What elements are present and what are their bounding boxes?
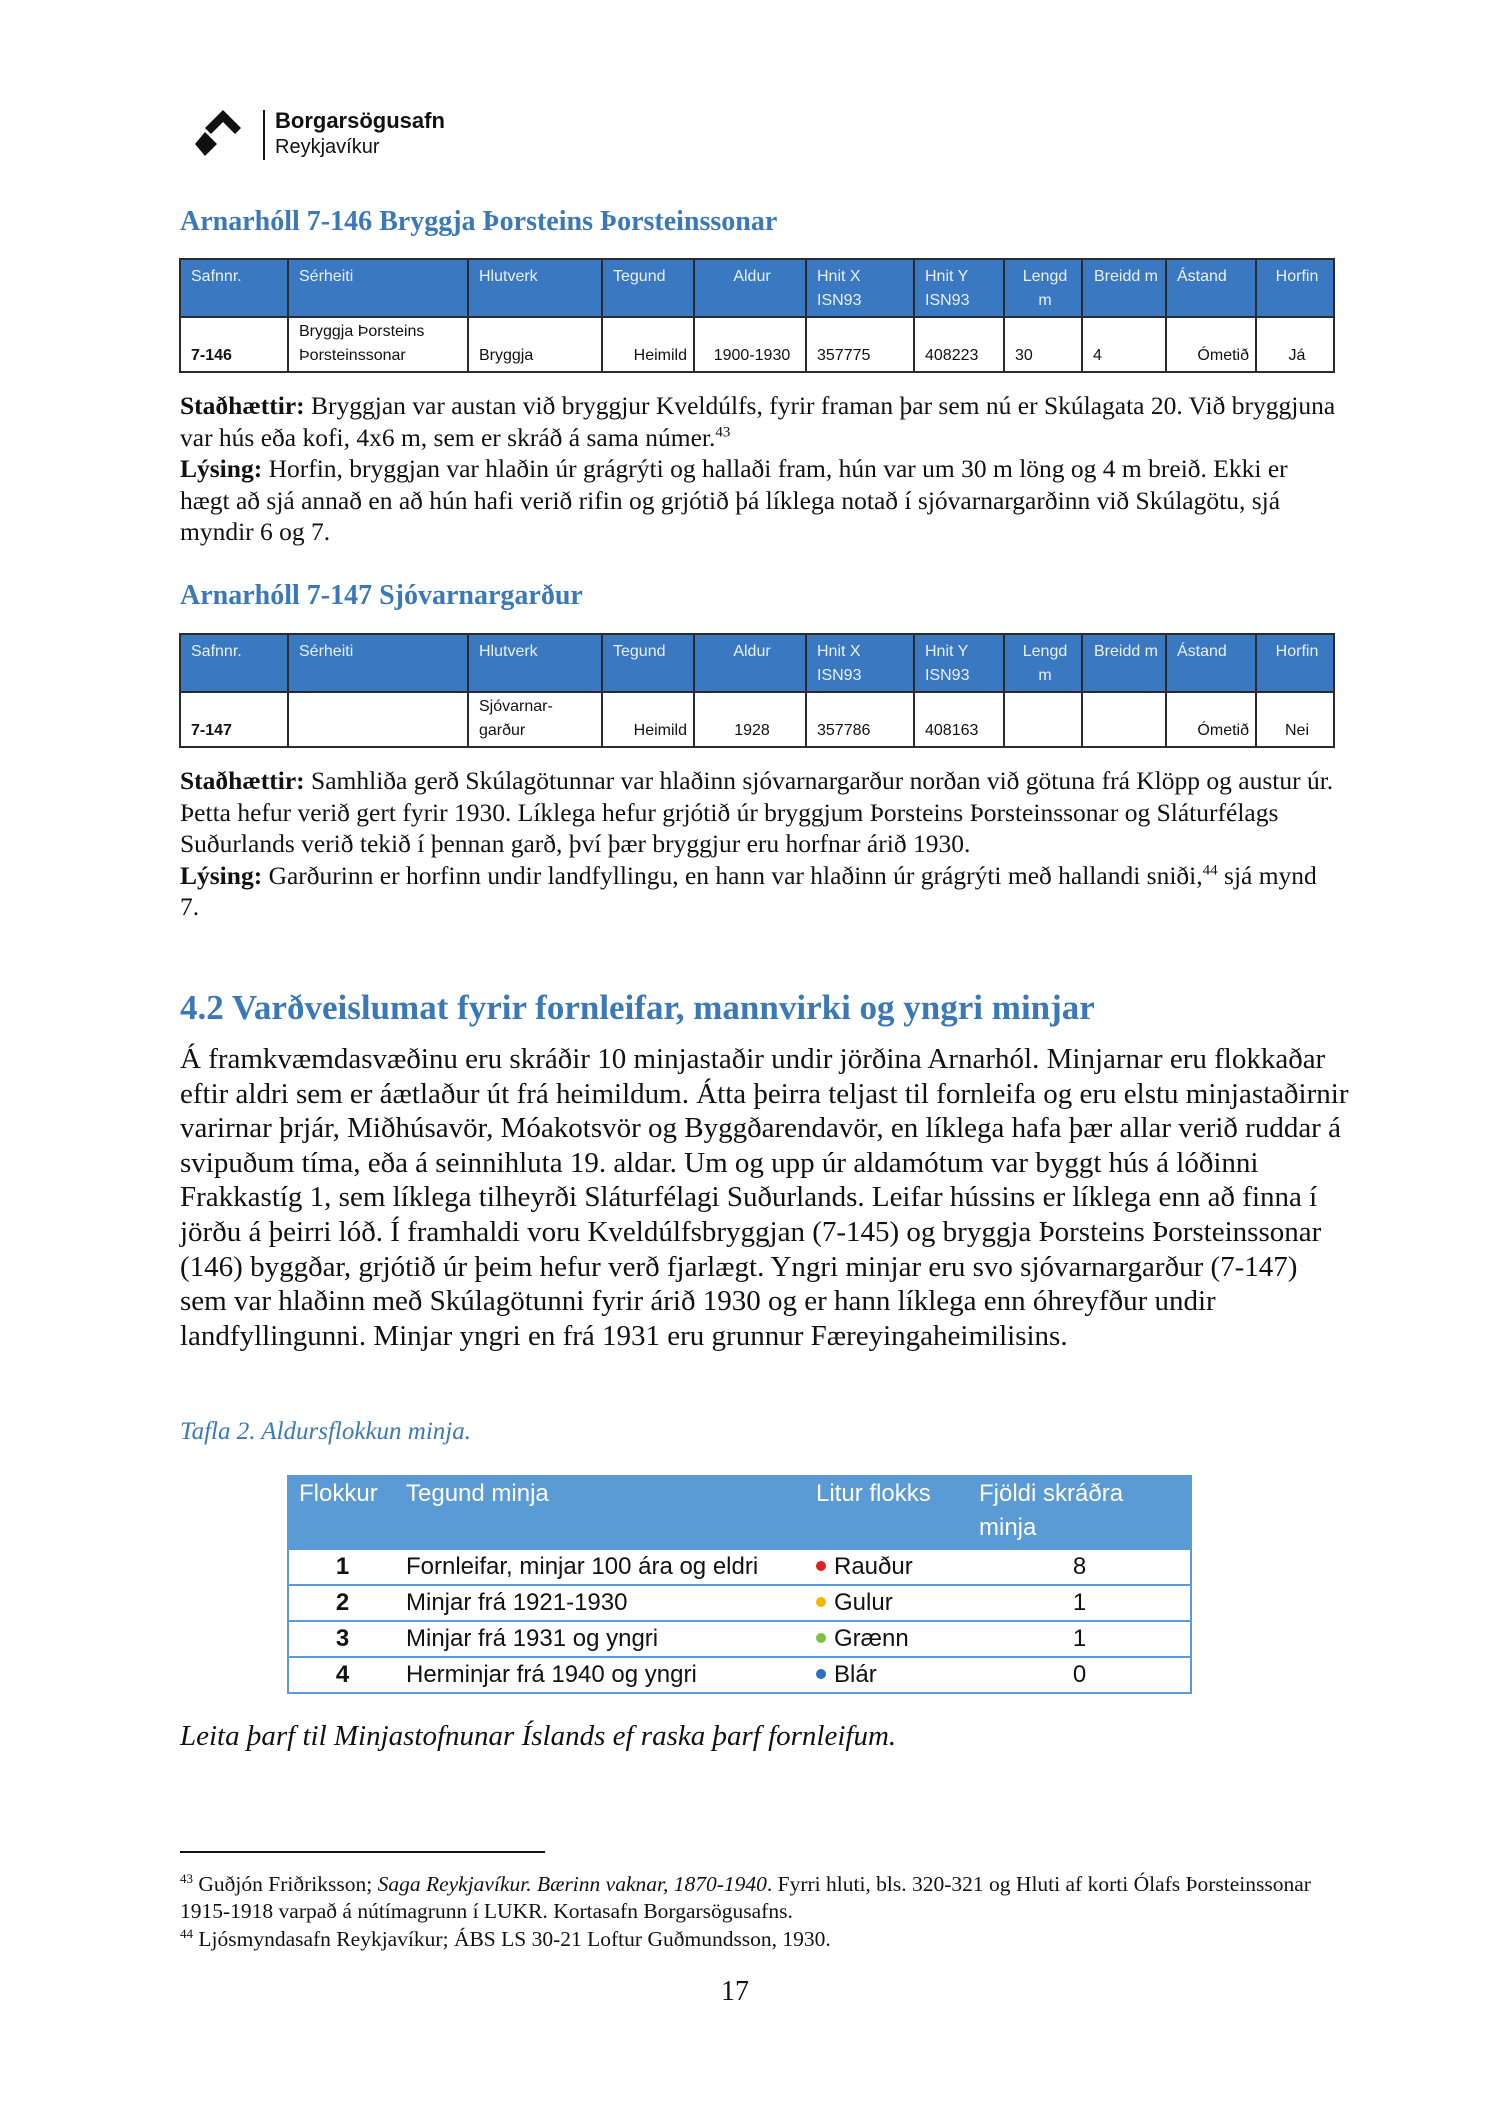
cell-flokkur: 3 [288,1621,396,1657]
col-header: Fjöldi skráðra minja [969,1475,1191,1549]
footnote-divider [180,1851,545,1853]
footnote-number: 44 [180,1925,193,1941]
footnote-ref-44: 44 [1202,862,1218,879]
cell-lengd [1004,692,1082,747]
col-header: Lengd m [1004,259,1082,317]
cell-horfin: Já [1256,317,1334,372]
green-dot-icon [816,1633,826,1643]
cell-aldur: 1928 [694,692,806,747]
section-4-2-body: Á framkvæmdasvæðinu eru skráðir 10 minjastaðir undir jörðina Arnarhól. Minjarnar eru flokkaðar eftir aldri sem er áætlaður út frá heimildum. Átta þeirra teljast til fornleifa og eru elstu minjastaðirnir varirnar þrjár, Miðhúsavör, Móakotsvör og Byggðarendavör, en líklega hafa þær allar verið ruddar á svipuðum tíma, eða á seinnihluta 19. aldar. Um og upp úr aldamótum var byggt hús á lóðinni Frakkastíg 1, sem líklega tilheyrði Sláturfélagi Suðurlands. Leifar hússins er líklega enn að finna í jörðu á þeirri lóð. Í framhaldi voru Kveldúlfsbryggjan (7-145) og bryggja Þorsteins Þorsteinssonar (146) byggðar, grjótið úr þeim hefur verð fjarlægt. Yngri minjar eru svo sjóvarnargarður (7-147) sem var hlaðinn með Skúlagötunni fyrir árið 1930 og er hann líklega enn óhreyfður undir landfyllingunni. Minjar yngri en frá 1931 eru grunnur Færeyingaheimilisins. [180,1043,1349,1352]
section-heading-4-2: 4.2 Varðveislumat fyrir fornleifar, mannvirki og yngri minjar [180,988,1095,1027]
museum-logo [195,104,495,164]
cell-fjoldi: 0 [969,1657,1191,1693]
col-header: Aldur [694,259,806,317]
col-header: Tegund [602,259,694,317]
text-stadhaettir: Bryggjan var austan við bryggjur Kveldúlfs, fyrir framan þar sem nú er Skúlagata 20. Við bryggjuna var hús eða kofi, 4x6 m, sem er skráð á sama númer. [180,391,1336,452]
label-stadhaettir: Staðhættir: [180,766,305,795]
footnote-text: Ljósmyndasafn Reykjavíkur; ÁBS LS 30-21 Loftur Guðmundsson, 1930. [198,1927,831,1951]
cell-serheiti [288,692,468,747]
logo-chevron-icon [195,110,255,160]
col-header: Safnnr. [180,634,288,692]
col-header: Flokkur [288,1475,396,1549]
col-header: Sérheiti [288,259,468,317]
footnote-text: . Fyrri hluti, bls. 320-321 og Hluti af korti Ólafs Þorsteinssonar 1915-1918 varpað á nútímagrunn í LUKR. Kortasafn Borgarsögusafns. [180,1872,1311,1923]
col-header: Sérheiti [288,634,468,692]
col-header: Tegund [602,634,694,692]
footnote-43 [180,1871,1340,1925]
closing-note: Leita þarf til Minjastofnunar Íslands ef raska þarf fornleifum. [180,1720,897,1752]
label-lysing: Lýsing: [180,454,263,484]
col-header: Hnit X ISN93 [806,259,914,317]
table-row [288,1585,1191,1621]
cell-litur [806,1585,969,1621]
table-row [180,692,1334,747]
col-header: Horfin [1256,259,1334,317]
color-label: Grænn [834,1625,909,1652]
footnote-number: 43 [180,1870,193,1886]
cell-lengd: 30 [1004,317,1082,372]
table-header-row [180,634,1334,692]
col-header: Aldur [694,634,806,692]
cell-hnit-x: 357775 [806,317,914,372]
col-header: Hnit Y ISN93 [914,634,1004,692]
label-lysing: Lýsing: [180,860,263,890]
footnote-title: Saga Reykjavíkur. Bærinn vaknar, 1870-1940 [377,1872,767,1896]
cell-astand: Ómetið [1166,692,1256,747]
cell-litur [806,1657,969,1693]
col-header: Tegund minja [396,1475,806,1549]
cell-litur [806,1621,969,1657]
color-label: Rauður [834,1553,913,1580]
table-header-row [180,259,1334,317]
blue-dot-icon [816,1669,826,1679]
cell-tegund: Minjar frá 1921-1930 [396,1585,806,1621]
cell-fjoldi: 1 [969,1621,1191,1657]
col-header: Hnit X ISN93 [806,634,914,692]
footnote-44 [180,1926,1340,1953]
cell-tegund: Heimild [602,692,694,747]
color-label: Blár [834,1661,877,1688]
cell-serheiti: Bryggja Þorsteins Þorsteinssonar [288,317,468,372]
col-header: Hlutverk [468,259,602,317]
col-header: Ástand [1166,259,1256,317]
age-classification-table [287,1475,1192,1694]
cell-hlutverk: Bryggja [468,317,602,372]
table-header-row [288,1475,1191,1549]
logo-separator [263,110,265,160]
heading-7-146: Arnarhóll 7-146 Bryggja Þorsteins Þorsteinssonar [180,206,778,237]
cell-tegund: Fornleifar, minjar 100 ára og eldri [396,1549,806,1585]
table-row [180,317,1334,372]
cell-flokkur: 2 [288,1585,396,1621]
color-label: Gulur [834,1589,893,1616]
cell-litur [806,1549,969,1585]
table-row [288,1621,1191,1657]
text-lysing-end: sjá mynd 7. [180,860,1317,922]
col-header: Ástand [1166,634,1256,692]
cell-safnnr: 7-146 [180,317,288,372]
col-header: Safnnr. [180,259,288,317]
cell-hnit-x: 357786 [806,692,914,747]
cell-hnit-y: 408163 [914,692,1004,747]
col-header: Lengd m [1004,634,1082,692]
text-stadhaettir: Samhliða gerð Skúlagötunnar var hlaðinn sjóvarnargarður norðan við götuna frá Klöpp og austur úr. Þetta hefur verið gert fyrir 1930. Líklega hefur grjótið úr bryggjum Þorsteins Þorsteinssonar og Sláturfélags Suðurlands verið tekið í þennan garð, því þær bryggjur eru horfnar árið 1930. [180,766,1334,859]
text-lysing: Garðurinn er horfinn undir landfyllingu, en hann var hlaðinn úr grágrýti með hallandi sniði, [268,860,1203,890]
cell-breidd [1082,692,1166,747]
col-header: Breidd m [1082,634,1166,692]
cell-aldur: 1900-1930 [694,317,806,372]
table-row [288,1549,1191,1585]
col-header: Litur flokks [806,1475,969,1549]
cell-tegund: Minjar frá 1931 og yngri [396,1621,806,1657]
table-row [288,1657,1191,1693]
page-number: 17 [721,1976,749,2007]
cell-breidd: 4 [1082,317,1166,372]
heading-7-147: Arnarhóll 7-147 Sjóvarnargarður [180,580,583,611]
footnote-ref-43: 43 [715,424,731,441]
logo-name: Borgarsögusafn [275,108,445,133]
cell-safnnr: 7-147 [180,692,288,747]
cell-fjoldi: 8 [969,1549,1191,1585]
cell-tegund: Herminjar frá 1940 og yngri [396,1657,806,1693]
col-header: Hlutverk [468,634,602,692]
cell-hlutverk: Sjóvarnar-garður [468,692,602,747]
table-caption: Tafla 2. Aldursflokkun minja. [180,1418,472,1445]
yellow-dot-icon [816,1597,826,1607]
cell-flokkur: 1 [288,1549,396,1585]
description-7-146 [180,390,1340,548]
footnote-author: Guðjón Friðriksson; [198,1872,373,1896]
register-table-7-146 [179,258,1335,373]
logo-city: Reykjavíkur [275,136,380,158]
col-header: Breidd m [1082,259,1166,317]
text-lysing: Horfin, bryggjan var hlaðin úr grágrýti og hallaði fram, hún var um 30 m löng og 4 m breið. Ekki er hægt að sjá annað en að hún hafi verið rifin og grjótið þá líklega notað í sjóvarnargarðinn við Skúlagötu, sjá myndir 6 og 7. [180,454,1288,547]
col-header: Hnit Y ISN93 [914,259,1004,317]
col-header: Horfin [1256,634,1334,692]
cell-horfin: Nei [1256,692,1334,747]
register-table-7-147 [179,633,1335,748]
cell-tegund: Heimild [602,317,694,372]
cell-astand: Ómetið [1166,317,1256,372]
description-7-147 [180,765,1340,923]
cell-flokkur: 4 [288,1657,396,1693]
label-stadhaettir: Staðhættir: [180,391,305,420]
red-dot-icon [816,1561,826,1571]
cell-fjoldi: 1 [969,1585,1191,1621]
cell-hnit-y: 408223 [914,317,1004,372]
